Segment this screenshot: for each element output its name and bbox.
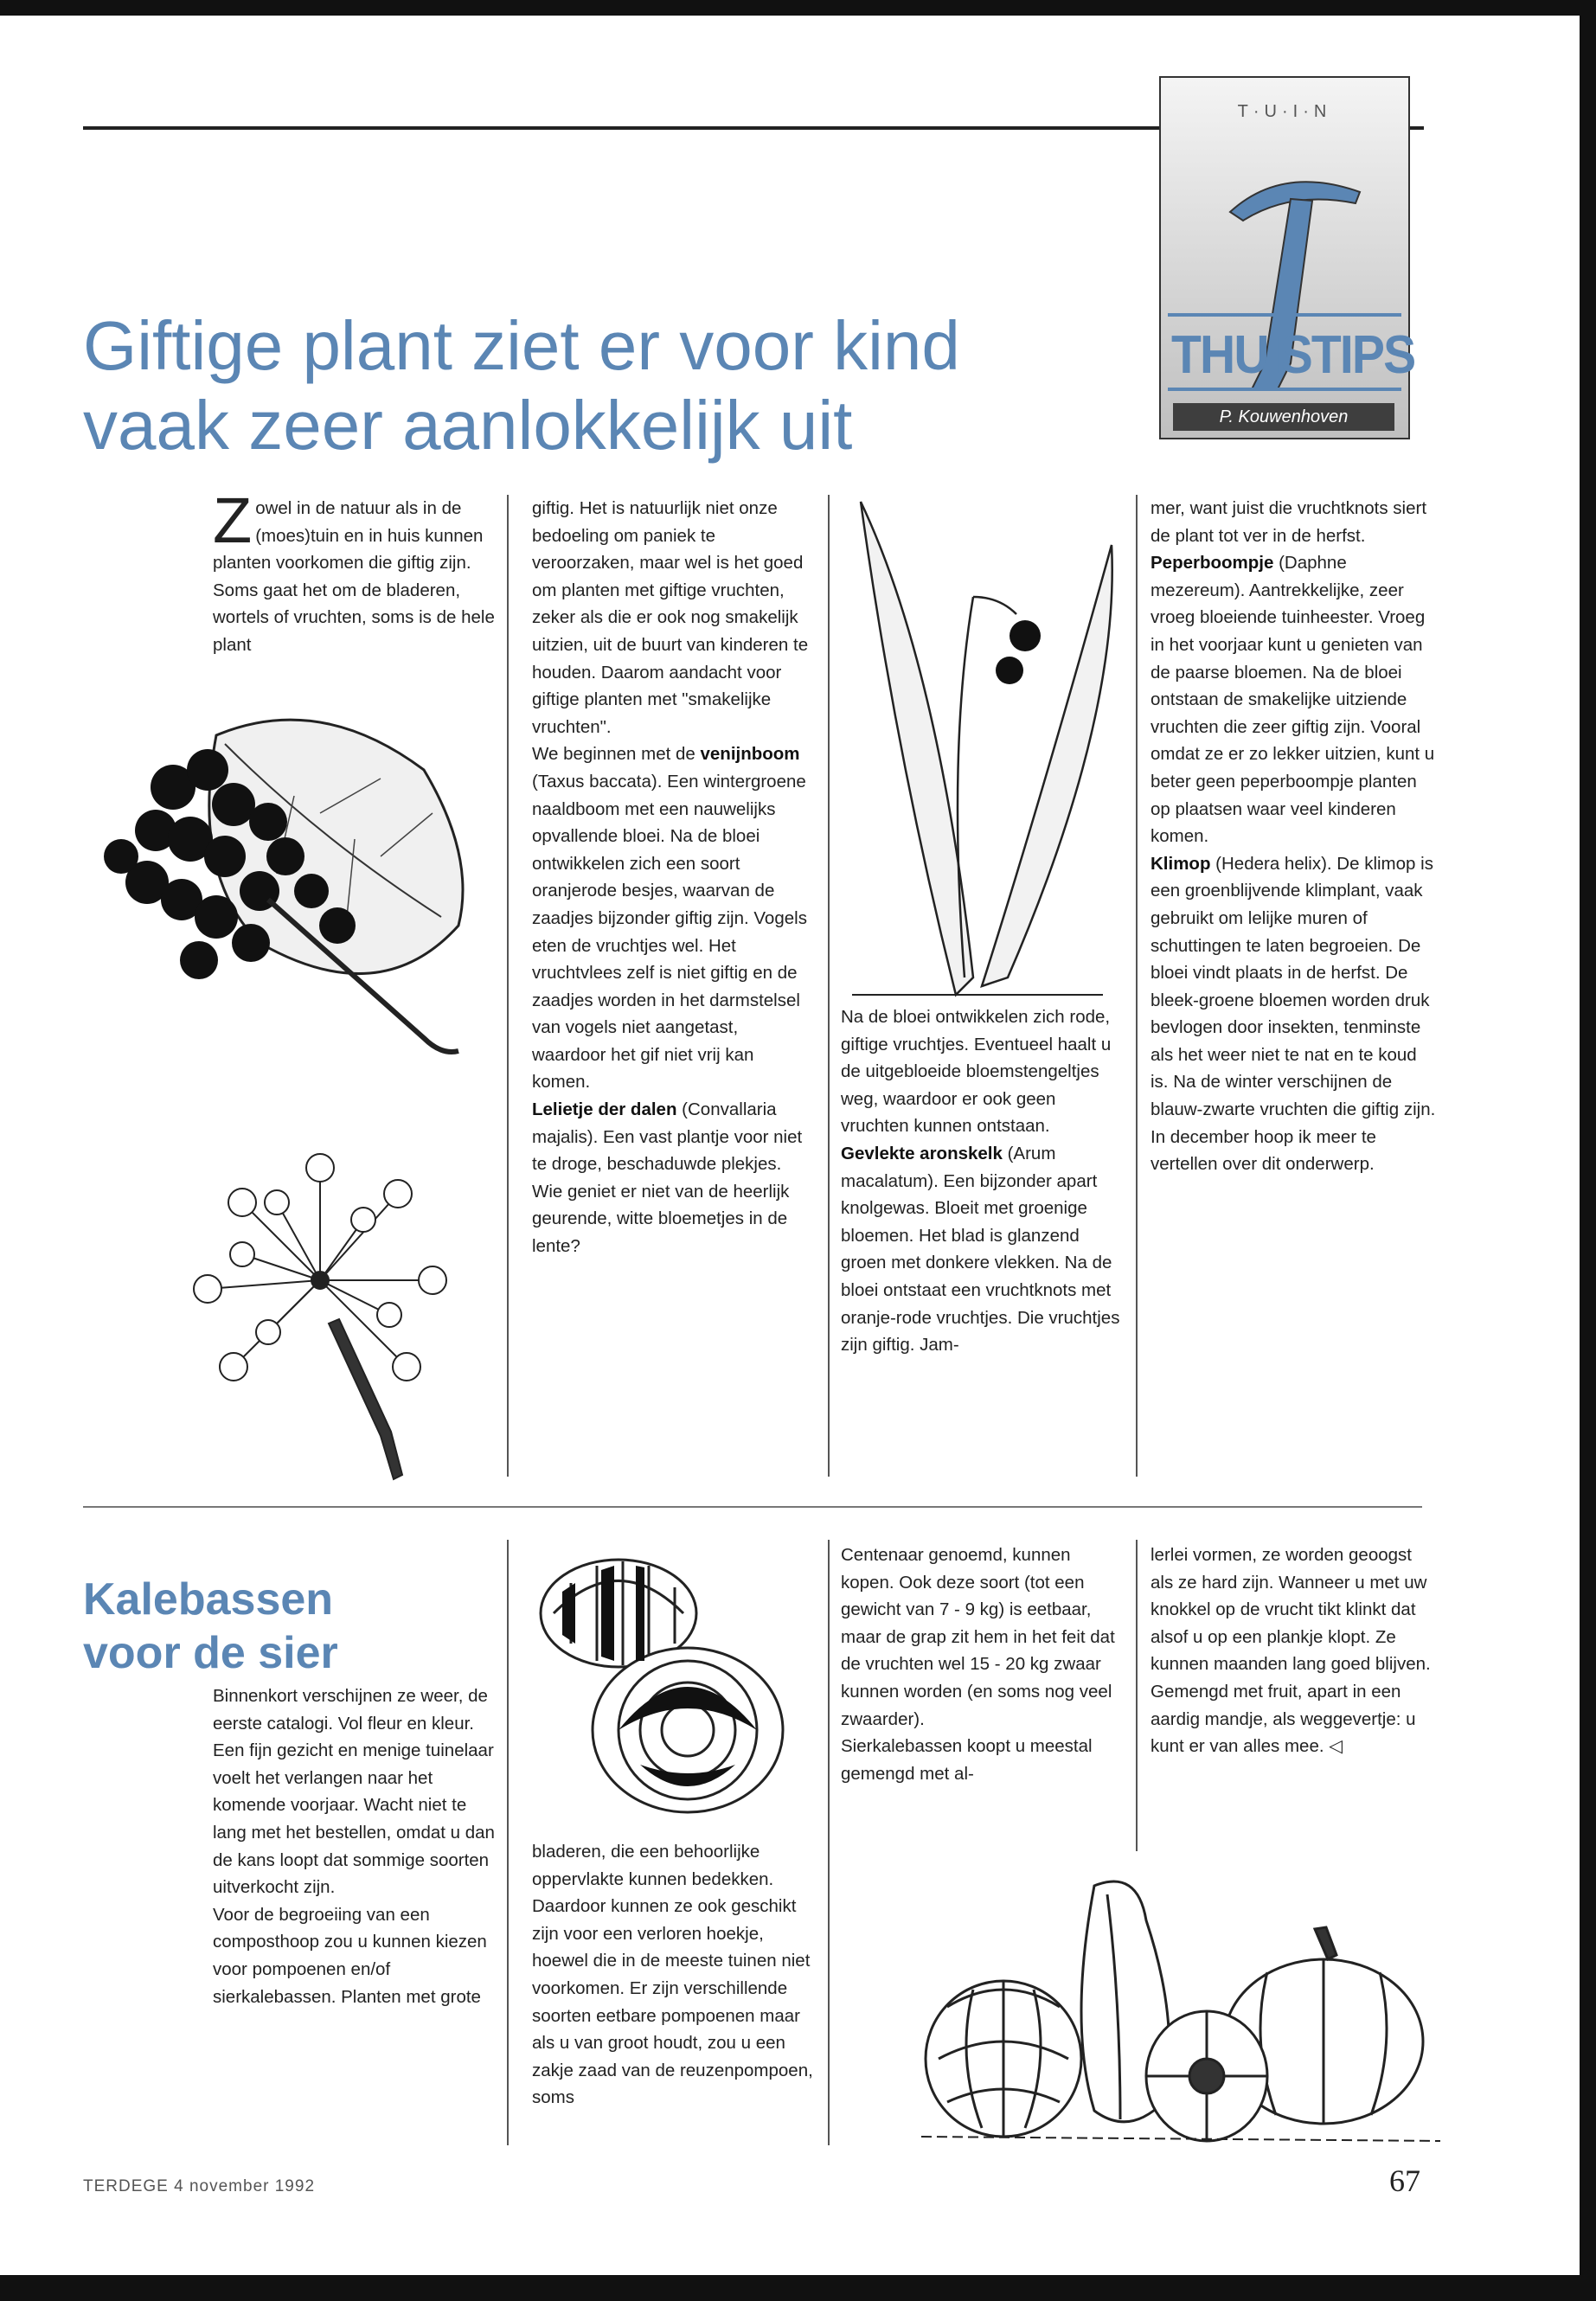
lily-of-the-valley-illustration [843,493,1129,1012]
thuistips-badge [1159,76,1415,439]
badge-top-label: T·U·I·N [1237,102,1332,121]
article1-col2: giftig. Het is natuurlijk niet onze bedoeling om paniek te veroorzaken, maar wel is het goed om planten met giftige vruchten, zeker als die er ook nog smakelijk uitzien, uit de buurt van kinderen te houden. Daarom aandacht voor giftige planten met "smakelijke vruchten". We beginnen met de venijnboom (Taxus baccata). Een wintergroene naaldboom met een nauwelijks opvallende bloei. Na de bloei ontwikkelen zich een soort oranjerode besjes, waarvan de zaadjes bijzonder giftig zijn. Vogels eten de vruchtjes wel. Het vruchtvlees zelf is niet giftig en de zaadjes worden in het darmstelsel van vogels niet aangetast, waardoor het gif niet vrij kan komen. Lelietje der dalen (Convallaria majalis). Een vast plantje voor niet te droge, beschaduwde plekjes. Wie geniet er niet van de heerlijk geurende, witte bloemetjes in de lente? [532,498,809,1257]
scan-border-bottom [0,2275,1596,2301]
article1-col1: Zowel in de natuur als in de (moes)tuin en in huis kunnen planten voorkomen die giftig zijn. Soms gaat het om de bladeren, wortels of vruchten, soms is de hele plant [213,484,495,655]
article2-col2: bladeren, die een behoorlijke oppervlakte kunnen bedekken. Daardoor kunnen ze ook geschikt zijn voor een verloren hoekje, hoewel die in de meeste tuinen niet voorkomen. Er zijn verschillende soorten eetbare pompoenen maar als u van groot houdt, zou u een zakje zaad van de reuzenpompoen, soms [532,1842,813,2108]
footer-publication: TERDEGE 4 november 1992 [83,2177,316,2195]
col-divider-4 [507,1540,509,2145]
drop-cap: Z [213,484,253,556]
badge-line-bottom [1168,388,1401,391]
col-divider-1 [507,495,509,1477]
article2-col1: Binnenkort verschijnen ze weer, de eerste catalogi. Vol fleur en kleur. Een fijn gezicht en menige tuinelaar voelt het verlangen naar het komende voorjaar. Wacht niet te lang met het bestellen, omdat u dan de kans loopt dat sommige soorten uitverkocht zijn. Voor de begroeiing van een composthoop zou u kunnen kiezen voor pompoenen en/of sierkalebassen. Planten met grote [213,1686,495,2007]
pumpkins-illustration [921,1868,1440,2154]
scan-border-right [1580,0,1596,2301]
article1-col4: mer, want juist die vruchtknots siert de plant tot ver in de herfst. Peperboompje (Daphne mezereum). Aantrekkelijke, zeer vroeg bloeiende tuinheester. Vroeg in het voorjaar kunt u genieten van de paarse bloemen. Na de bloei ontstaan de smakelijke uitziende vruchten die zeer giftig zijn. Vooral omdat ze er zo lekker uitzien, kunt u beter geen peperboompje planten op plaatsen waar veel kinderen komen. Klimop (Hedera helix). De klimop is een groenblijvende klimplant, vaak gebruikt om lelijke muren of schuttingen te laten begroeien. De bloei vindt plaats in de herfst. De bleek-groene bloemen worden druk bevlogen door insekten, tenminste als het weer niet te nat en te koud is. Na de winter verschijnen de blauw-zwarte vruchten die giftig zijn. In december hoop ik meer te vertellen over dit onderwerp. [1151,498,1436,1175]
article-title: Giftige plant ziet er voor kind vaak zeer aanlokkelijk uit [83,306,960,464]
col-divider-6 [1136,1540,1138,1851]
badge-word: THUISTIPS [1171,325,1415,385]
col-divider-5 [828,1540,830,2145]
col-divider-2 [828,495,830,1477]
article1-col3: Na de bloei ontwikkelen zich rode, giftige vruchtjes. Eventueel haalt u de uitgebloeide bloemstengeltjes weg, waardoor er ook geen vruchten kunnen ontstaan. Gevlekte aronskelk (Arum macalatum). Een bijzonder apart knolgewas. Bloeit met groenige bloemen. Het blad is glanzend groen met donkere vlekken. Na de bloei ontstaat een vruchtknots met oranje-rode vruchtjes. Die vruchtjes zijn giftig. Jam- [841,1007,1120,1356]
ivy-flower-illustration [190,1150,450,1488]
col-divider-3 [1136,495,1138,1477]
gourds-illustration [536,1548,787,1843]
section-rule [83,1506,1422,1508]
article2-title: Kalebassen voor de sier [83,1574,338,1679]
scan-border-top [0,0,1596,16]
article2-col4: lerlei vormen, ze worden geoogst als ze hard zijn. Wanneer u met uw knokkel op de vrucht tikt klinkt dat alsof u op een plankje klopt. Ze kunnen maanden lang goed blijven. Gemengd met fruit, apart in een aardig mandje, als weggevertje: u kunt er van alles mee. ◁ [1151,1545,1431,1757]
badge-line-top [1168,313,1401,317]
page-number: 67 [1389,2163,1420,2198]
badge-author: P. Kouwenhoven [1173,403,1394,431]
ivy-leaf-berries-illustration [95,683,502,1064]
article2-col3: Centenaar genoemd, kunnen kopen. Ook deze soort (tot een gewicht van 7 - 9 kg) is eetbaar, maar de grap zit hem in het feit dat de vruchten wel 15 - 20 kg zwaar kunnen worden (en soms nog veel zwaarder). Sierkalebassen koopt u meestal gemengd met al- [841,1545,1115,1784]
